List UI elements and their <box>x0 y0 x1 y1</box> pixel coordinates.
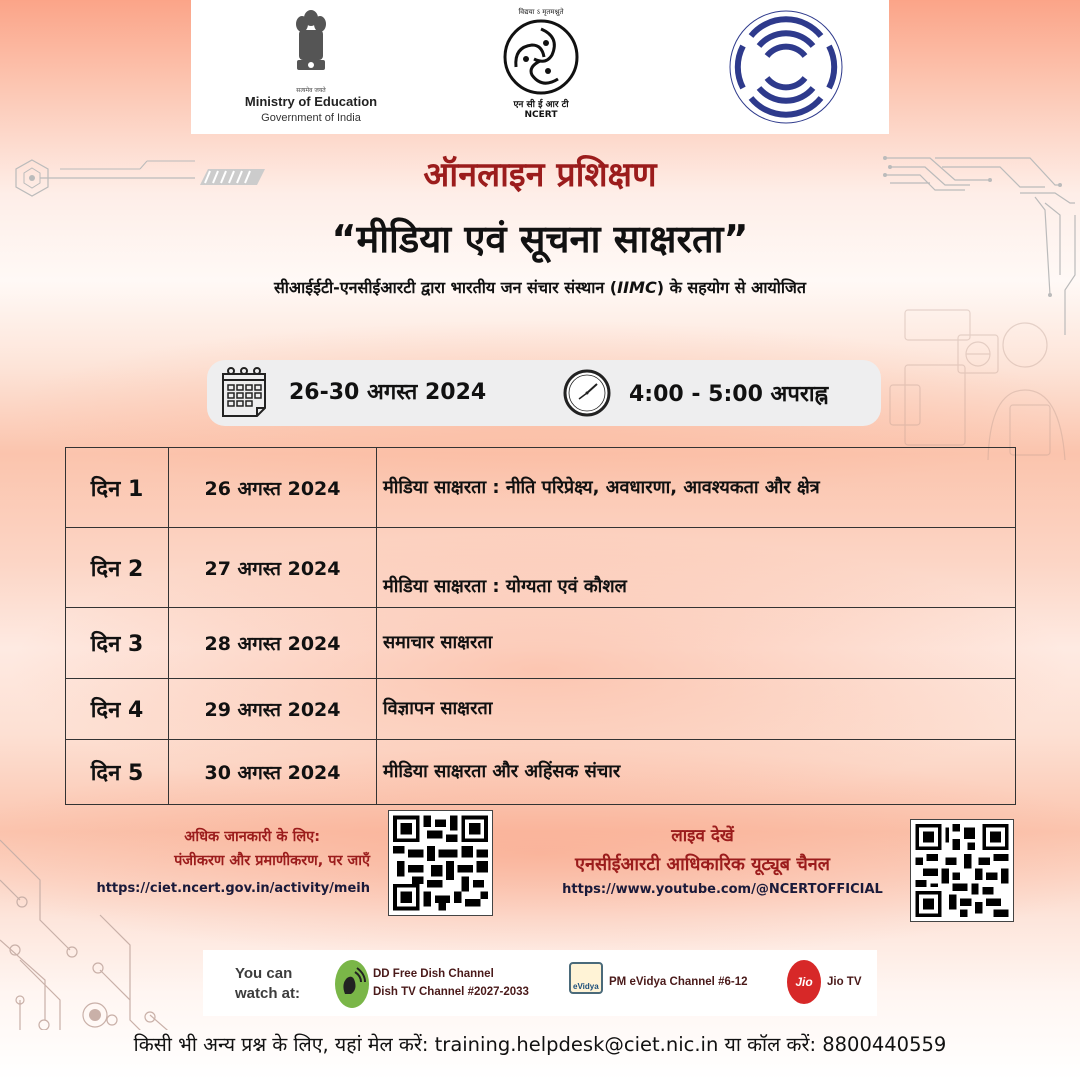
page-title: ऑनलाइन प्रशिक्षण <box>423 155 657 195</box>
organizer-text-pre: सीआईईटी-एनसीईआरटी द्वारा भारतीय जन संचार संस्थान ( <box>273 278 618 297</box>
date-cell: 29 अगस्त 2024 <box>169 679 377 740</box>
day-cell: दिन 3 <box>66 608 169 679</box>
evidya-icon <box>569 962 603 994</box>
organizer-abbr: IIMC <box>617 278 657 297</box>
background-illustration <box>870 290 1070 460</box>
jio-tv-label: Jio TV <box>827 976 862 988</box>
jio-icon: Jio <box>787 960 821 1004</box>
ministry-subtitle: Government of India <box>261 112 361 124</box>
live-channel: एनसीईआरटी आधिकारिक यूट्यूब चैनल <box>575 854 830 875</box>
date-cell: 27 अगस्त 2024 <box>169 528 377 608</box>
ministry-title: Ministry of Education <box>244 94 378 109</box>
dd-free-dish-icon <box>335 960 369 1008</box>
day-cell: दिन 4 <box>66 679 169 740</box>
ncert-name-hindi: एन सी ई आर टी <box>513 100 569 110</box>
table-row <box>66 740 1016 805</box>
topic-cell: विज्ञापन साक्षरता <box>377 679 1016 740</box>
evidya-logo-text: eVidya <box>573 982 599 991</box>
live-heading: लाइव देखें <box>671 826 734 846</box>
topic-cell: समाचार साक्षरता <box>377 608 1016 679</box>
registration-qr-code[interactable] <box>388 810 493 916</box>
watch-label-line1: You can <box>235 965 293 982</box>
iimc-logo <box>721 6 851 128</box>
registration-heading: अधिक जानकारी के लिए: <box>184 829 320 845</box>
contact-footer: किसी भी अन्य प्रश्न के लिए, यहां मेल करें: training.helpdesk@ciet.nic.in या कॉल करें: 8800440559 <box>133 1033 947 1056</box>
youtube-link[interactable]: https://www.youtube.com/@NCERTOFFICIAL <box>562 882 883 897</box>
day-cell: दिन 2 <box>66 528 169 608</box>
watch-label <box>235 964 300 1004</box>
dd-free-dish-label: DD Free Dish Channel <box>373 968 494 980</box>
calendar-icon <box>219 366 269 420</box>
national-emblem-icon <box>293 8 329 92</box>
registration-link[interactable]: https://ciet.ncert.gov.in/activity/meih <box>96 881 370 896</box>
emblem-motto: सत्यमेव जयते <box>296 87 326 94</box>
day-cell: दिन 5 <box>66 740 169 805</box>
schedule-table <box>65 447 1016 805</box>
dish-tv-label: Dish TV Channel #2027-2033 <box>373 986 529 998</box>
topic-cell: मीडिया साक्षरता : नीति परिप्रेक्ष्य, अवधारणा, आवश्यकता और क्षेत्र <box>377 448 1016 528</box>
event-time: 4:00 - 5:00 अपराह्न <box>629 382 829 407</box>
date-cell: 30 अगस्त 2024 <box>169 740 377 805</box>
youtube-qr-code[interactable] <box>910 819 1014 922</box>
date-cell: 26 अगस्त 2024 <box>169 448 377 528</box>
dd-channel-info <box>373 965 529 1001</box>
organizer-text-post: ) के सहयोग से आयोजित <box>656 278 807 297</box>
clock-icon <box>562 368 612 418</box>
organizer-line <box>0 276 1080 298</box>
table-row <box>66 528 1016 608</box>
date-cell: 28 अगस्त 2024 <box>169 608 377 679</box>
table-row <box>66 679 1016 740</box>
evidya-channel-label: PM eVidya Channel #6-12 <box>609 976 748 988</box>
ncert-logo <box>491 8 591 120</box>
watch-label-line2: watch at: <box>235 985 301 1002</box>
ncert-emblem-icon <box>502 19 580 95</box>
ncert-name-english: NCERT <box>524 110 558 120</box>
event-datetime-bar <box>207 360 881 426</box>
table-row <box>66 608 1016 679</box>
topic-cell: मीडिया साक्षरता और अहिंसक संचार <box>377 740 1016 805</box>
registration-info <box>40 825 370 896</box>
table-row <box>66 448 1016 528</box>
logo-header <box>191 0 889 134</box>
topic-cell: मीडिया साक्षरता : योग्यता एवं कौशल <box>377 528 1016 608</box>
registration-subheading: पंजीकरण और प्रमाणीकरण, पर जाएँ <box>174 853 370 869</box>
course-title: “मीडिया एवं सूचना साक्षरता” <box>331 217 749 261</box>
live-stream-info <box>510 822 895 897</box>
ministry-of-education-logo <box>231 8 391 124</box>
day-cell: दिन 1 <box>66 448 169 528</box>
ncert-motto: विद्यया ऽ मृतमश्नुते <box>518 8 564 16</box>
event-dates: 26-30 अगस्त 2024 <box>289 380 487 405</box>
watch-channels-banner <box>203 950 877 1016</box>
